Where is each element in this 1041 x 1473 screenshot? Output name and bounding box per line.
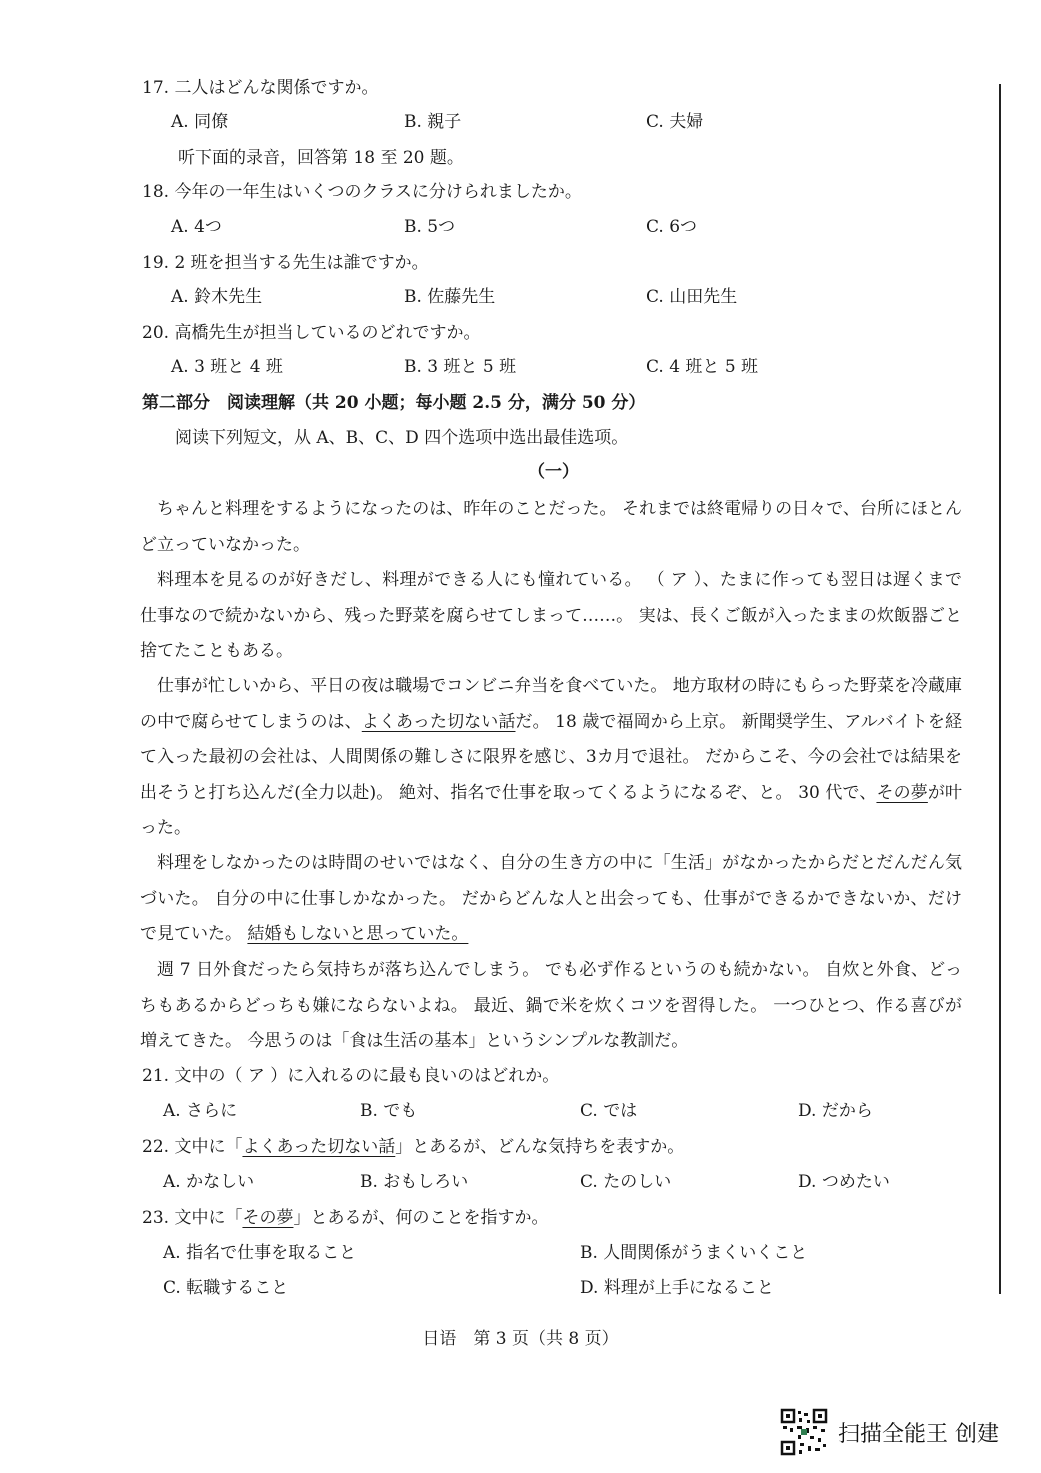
q17-option-c: C. 夫婦 [646,112,704,132]
q22-option-d: D. つめたい [798,1172,890,1192]
q23-option-d: D. 料理が上手になること [580,1278,774,1298]
q20-option-b: B. 3 班と 5 班 [404,357,517,377]
q22-stem-pre: 22. 文中に「 [142,1137,243,1157]
q18-option-b: B. 5つ [404,217,456,237]
underlined-phrase-2: その夢 [876,782,928,803]
q20-option-c: C. 4 班と 5 班 [646,357,759,377]
qr-code-icon [780,1408,828,1456]
underlined-phrase-1: よくあった切ない話 [361,711,516,732]
part2-instruction: 阅读下列短文，从 A、B、C、D 四个选项中选出最佳选项。 [175,428,629,448]
passage-paragraph-5: 週 7 日外食だったら気持ちが落ち込んでしまう。 でも必ず作るというのも続かない。 自炊と外食、どっちもあるからどっちも嫌にならないよね。 最近、鍋で米を炊くコツを習得した。 一つひとつ、作る喜びが増えてきた。 今思うのは「食は生活の基本」というシンプルな教訓だ。 [140,960,962,1051]
q22-stem-underlined: よくあった切ない話 [242,1137,396,1157]
q22-option-c: C. たのしい [580,1172,672,1192]
q21-option-c: C. では [580,1101,638,1121]
question-22-stem [142,1136,684,1158]
q22-option-a: A. かなしい [163,1172,255,1192]
p3-text-b: だ。 18 歳で福岡から上京。 新聞奨学生、アルバイトを経て入った最初の会社は、人間関係の難しさに限界を感じ、3カ月で退社。 だからこそ、今の会社では結果を出そうと打ち込んだ(全力以赴)。 絶対、指名で仕事を取ってくるようになるぞ、と。 30 代で、 [140,711,962,803]
q18-option-a: A. 4つ [171,217,222,237]
listen-instruction: 听下面的录音，回答第 18 至 20 题。 [178,148,464,168]
q23-stem-underlined: その夢 [242,1208,294,1228]
q17-option-a: A. 同僚 [171,112,229,132]
question-17-stem: 17. 二人はどんな関係ですか。 [142,78,379,98]
q23-option-a: A. 指名で仕事を取ること [163,1243,357,1263]
q23-stem-post: 」とあるが、何のことを指すか。 [293,1208,549,1228]
page-footer: 日语 第 3 页（共 8 页） [422,1329,619,1349]
passage-paragraph-3 [140,669,962,847]
q22-stem-post: 」とあるが、どんな気持ちを表すか。 [395,1137,685,1157]
question-18-stem: 18. 今年の一年生はいくつのクラスに分けられましたか。 [142,182,582,202]
q23-option-c: C. 転職すること [163,1278,289,1298]
passage-paragraph-2: 料理本を見るのが好きだし、料理ができる人にも憧れている。 （ ア ）、たまに作っても翌日は遅くまで仕事なので続かないから、残った野菜を腐らせてしまって……。 実は、長くご飯が入ったままの炊飯器ごと捨てたこともある。 [140,570,962,661]
q21-option-a: A. さらに [163,1101,238,1121]
q17-option-b: B. 親子 [404,112,462,132]
q21-option-b: B. でも [360,1101,418,1121]
scanner-watermark: 扫描全能王 创建 [838,1422,999,1447]
p3-text-c: が叶った。 [140,782,962,838]
q19-option-a: A. 鈴木先生 [171,287,263,307]
q21-option-d: D. だから [798,1101,873,1121]
p4-text-a: 料理をしなかったのは時間のせいではなく、自分の生き方の中に「生活」がなかったからだとだんだん気づいた。 自分の中に仕事しかなかった。 だからどんな人と出会っても、仕事ができるかできないか、だけで見ていた。 [140,853,962,944]
q23-stem-pre: 23. 文中に「 [142,1208,243,1228]
q23-option-b: B. 人間関係がうまくいくこと [580,1243,808,1263]
section-mark: （一） [528,462,579,482]
q18-option-c: C. 6つ [646,217,698,237]
question-19-stem: 19. 2 班を担当する先生は誰ですか。 [142,253,429,273]
question-20-stem: 20. 高橋先生が担当しているのどれですか。 [142,323,481,343]
q22-option-b: B. おもしろい [360,1172,469,1192]
p3-text-a: 仕事が忙しいから、平日の夜は職場でコンビニ弁当を食べていた。 地方取材の時にもらった野菜を冷蔵庫の中で腐らせてしまうのは、 [140,676,962,732]
underlined-phrase-3: 結婚もしないと思っていた。 [247,924,469,944]
question-21-stem: 21. 文中の（ ア ）に入れるのに最も良いのはどれか。 [142,1066,560,1086]
margin-rule [999,84,1001,1294]
q20-option-a: A. 3 班と 4 班 [171,357,283,377]
passage-paragraph-4 [140,846,962,953]
part2-title: 第二部分 阅读理解（共 20 小题；每小题 2.5 分，满分 50 分） [142,393,646,413]
q19-option-b: B. 佐藤先生 [404,287,496,307]
question-23-stem [142,1207,548,1229]
passage-paragraph-1: ちゃんと料理をするようになったのは、昨年のことだった。 それまでは終電帰りの日々で、台所にほとんど立っていなかった。 [140,499,962,555]
q19-option-c: C. 山田先生 [646,287,738,307]
